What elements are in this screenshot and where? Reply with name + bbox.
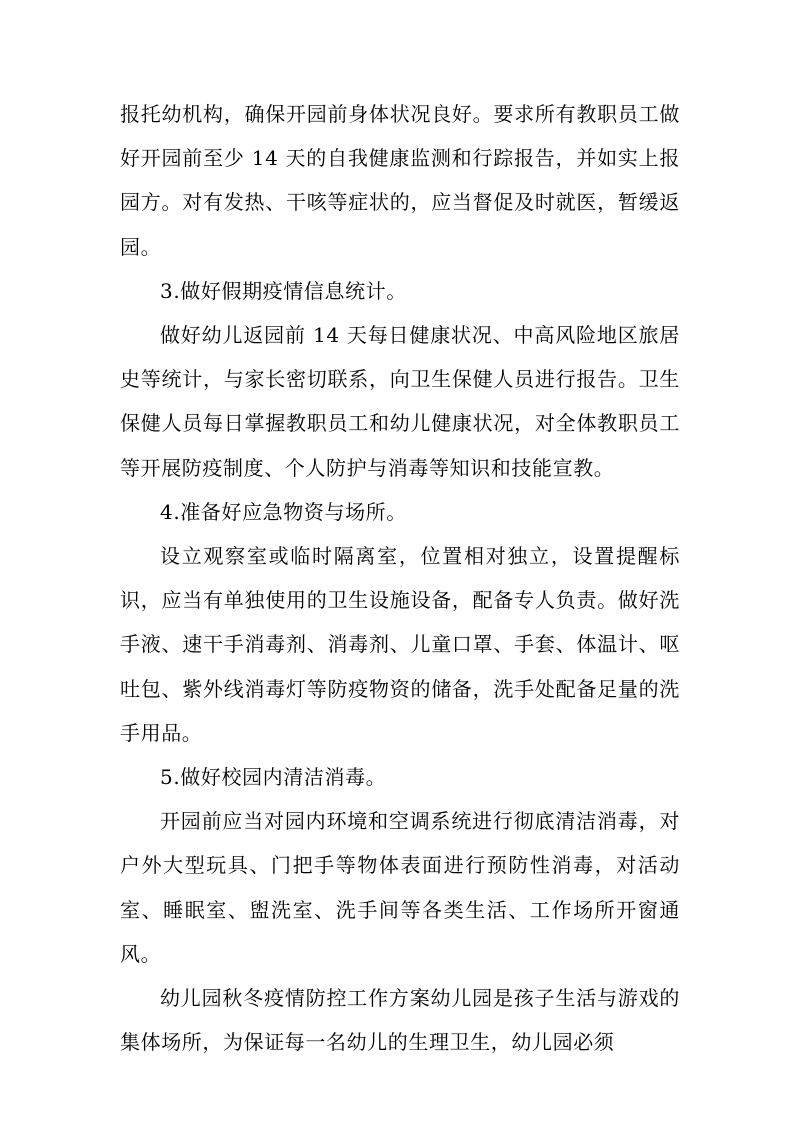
- paragraph-plan-intro: 幼儿园秋冬疫情防控工作方案幼儿园是孩子生活与游戏的集体场所，为保证每一名幼儿的生理卫生，幼儿园必须: [120, 986, 680, 1055]
- section-heading-5: 5.做好校园内清洁消毒。: [160, 765, 387, 790]
- paragraph-continuation: 报托幼机构，确保开园前身体状况良好。要求所有教职员工做好开园前至少 14 天的自我健康监测和行踪报告，并如实上报园方。对有发热、干咳等症状的，应当督促及时就医，暂缓返园。: [120, 102, 680, 259]
- section-heading-4: 4.准备好应急物资与场所。: [160, 499, 407, 524]
- section-heading-3: 3.做好假期疫情信息统计。: [160, 278, 407, 303]
- paragraph-disinfection: 开园前应当对园内环境和空调系统进行彻底清洁消毒，对户外大型玩具、门把手等物体表面进行预防性消毒，对活动室、睡眠室、盥洗室、洗手间等各类生活、工作场所开窗通风。: [120, 809, 680, 966]
- paragraph-statistics: 做好幼儿返园前 14 天每日健康状况、中高风险地区旅居史等统计，与家长密切联系，向卫生保健人员进行报告。卫生保健人员每日掌握教职员工和幼儿健康状况，对全体教职员工等开展防疫制度、个人防护与消毒等知识和技能宣教。: [120, 323, 680, 480]
- paragraph-supplies: 设立观察室或临时隔离室，位置相对独立，设置提醒标识，应当有单独使用的卫生设施设备，配备专人负责。做好洗手液、速干手消毒剂、消毒剂、儿童口罩、手套、体温计、呕吐包、紫外线消毒灯等防疫物资的储备，洗手处配备足量的洗手用品。: [120, 544, 680, 745]
- document-body: [120, 92, 680, 1064]
